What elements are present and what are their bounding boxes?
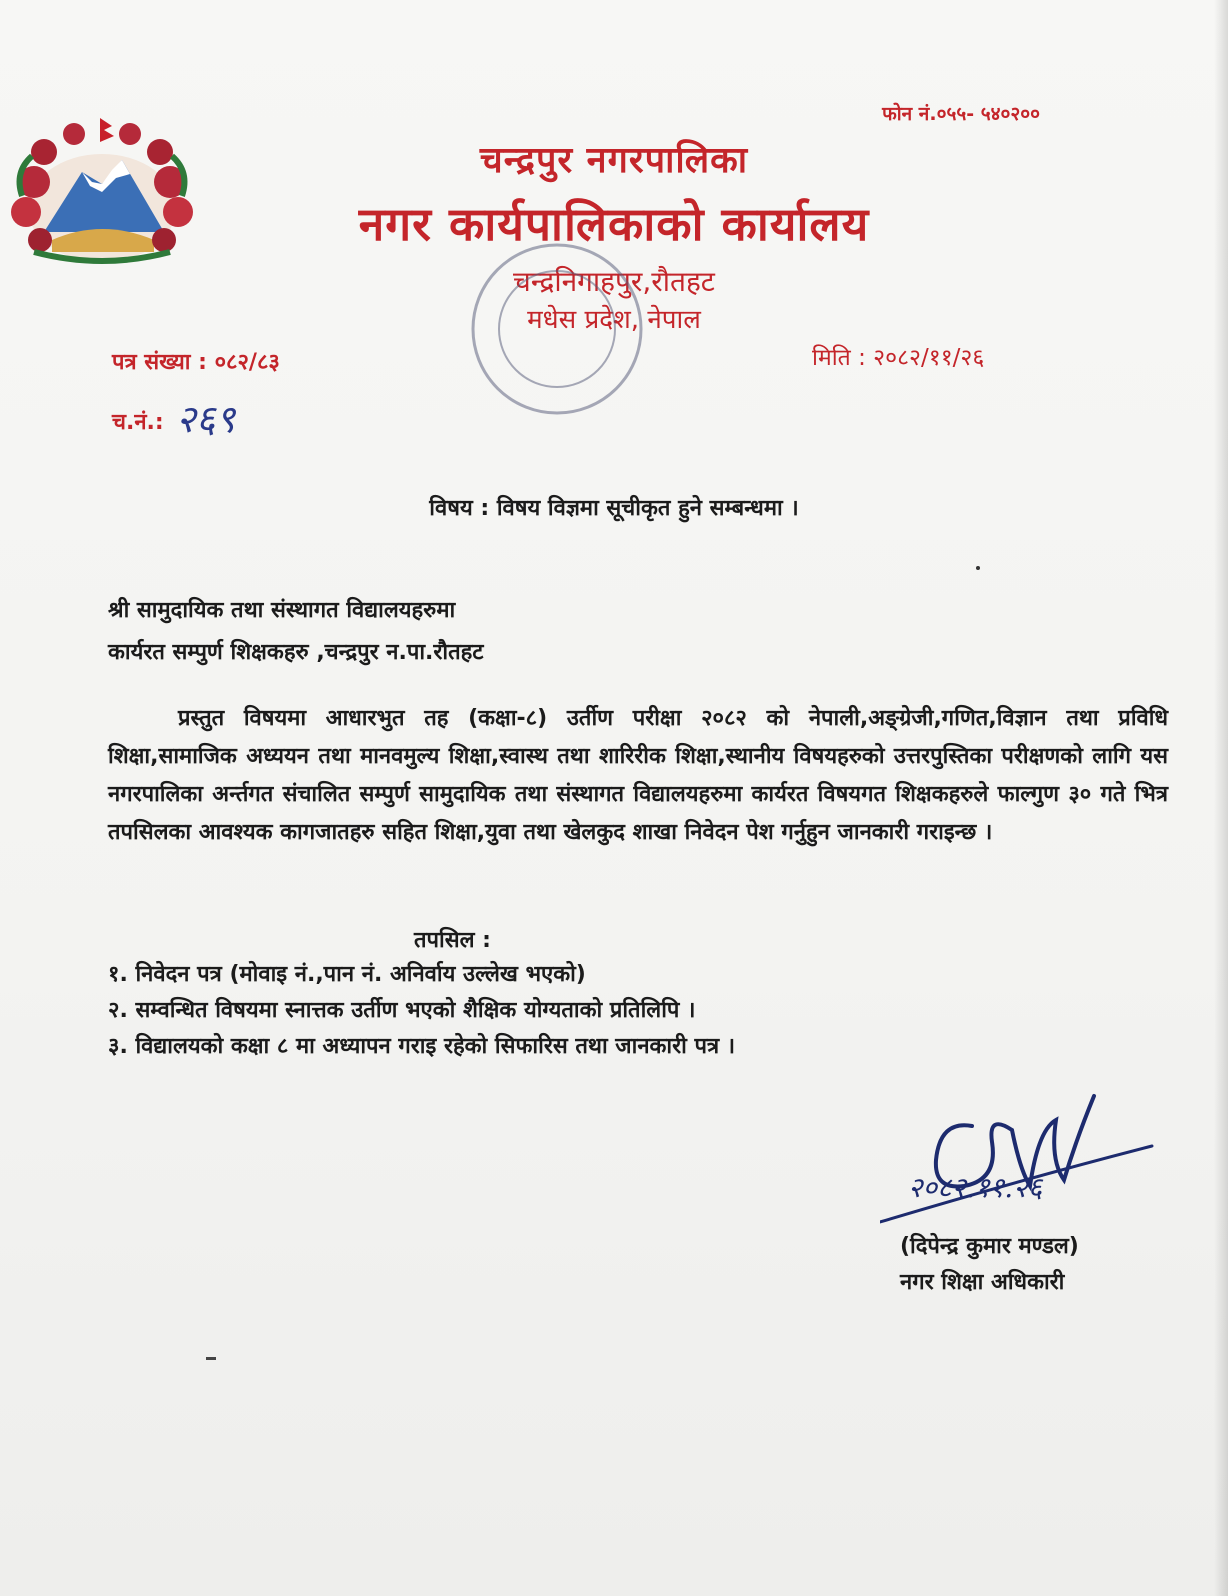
letter-subject: विषय : विषय विज्ञमा सूचीकृत हुने सम्बन्धमा । xyxy=(429,496,799,521)
signatory-title: नगर शिक्षा अधिकारी xyxy=(900,1270,1065,1295)
letter-date: मिति : २०८२/११/२६ xyxy=(812,345,985,371)
addressee-line-2: कार्यरत सम्पुर्ण शिक्षकहरु ,चन्द्रपुर न.पा.रौतहट xyxy=(108,640,484,665)
office-province: मधेस प्रदेश, नेपाल xyxy=(527,305,701,335)
ink-speck xyxy=(976,566,980,570)
municipality-name: चन्द्रपुर नगरपालिका xyxy=(479,140,749,181)
attachment-item: १. निवेदन पत्र (मोवाइ नं.,पान नं. अनिर्वाय उल्लेख भएको) xyxy=(108,962,586,987)
addressee-line-1: श्री सामुदायिक तथा संस्थागत विद्यालयहरुमा xyxy=(108,598,456,623)
phone-number: फोन नं.०५५- ५४०२०० xyxy=(882,103,1040,125)
letter-reference-number: पत्र संख्या : ०८२/८३ xyxy=(112,350,280,375)
letter-body: प्रस्तुत विषयमा आधारभुत तह (कक्षा-८) उर्तीण परीक्षा २०८२ को नेपाली,अङ्ग्रेजी,गणित,विज्ञान तथा प्रविधि शिक्षा,सामाजिक अध्ययन तथा मानवमुल्य शिक्षा,स्वास्थ तथा शारिरीक शिक्षा,स्थानीय विषयहरुको उत्तरपुस्तिका परीक्षणको लागि यस नगरपालिका अर्न्तगत संचालित सम्पुर्ण सामुदायिक तथा संस्थागत विद्यालयहरुमा कार्यरत विषयगत शिक्षकहरुले फाल्गुण ३० गते भित्र तपसिलका आवश्यक कागजातहरु सहित शिक्षा,युवा तथा खेलकुद शाखा निवेदन पेश गर्नुहुन जानकारी गराइन्छ । xyxy=(108,706,1168,845)
signature-icon xyxy=(880,1090,1180,1230)
attachments-heading: तपसिल : xyxy=(414,928,491,953)
signatory-name: (दिपेन्द्र कुमार मण्डल) xyxy=(900,1234,1079,1259)
ink-mark xyxy=(206,1357,216,1360)
dispatch-number-label: च.नं.: xyxy=(112,410,164,435)
attachment-item: ३. विद्यालयको कक्षा ८ मा अध्यापन गराइ रहेको सिफारिस तथा जानकारी पत्र । xyxy=(108,1034,736,1059)
office-location: चन्द्रनिगाहपुर,रौतहट xyxy=(513,265,715,298)
office-name: नगर कार्यपालिकाको कार्यालय xyxy=(358,197,870,251)
dispatch-number-handwritten: २६९ xyxy=(176,397,236,441)
attachment-item: २. सम्वन्धित विषयमा स्नात्तक उर्तीण भएको शैक्षिक योग्यताको प्रतिलिपि । xyxy=(108,998,696,1023)
office-stamp-icon xyxy=(468,240,646,418)
signature-date-handwritten: २०८२.११.२६ xyxy=(908,1171,1043,1204)
